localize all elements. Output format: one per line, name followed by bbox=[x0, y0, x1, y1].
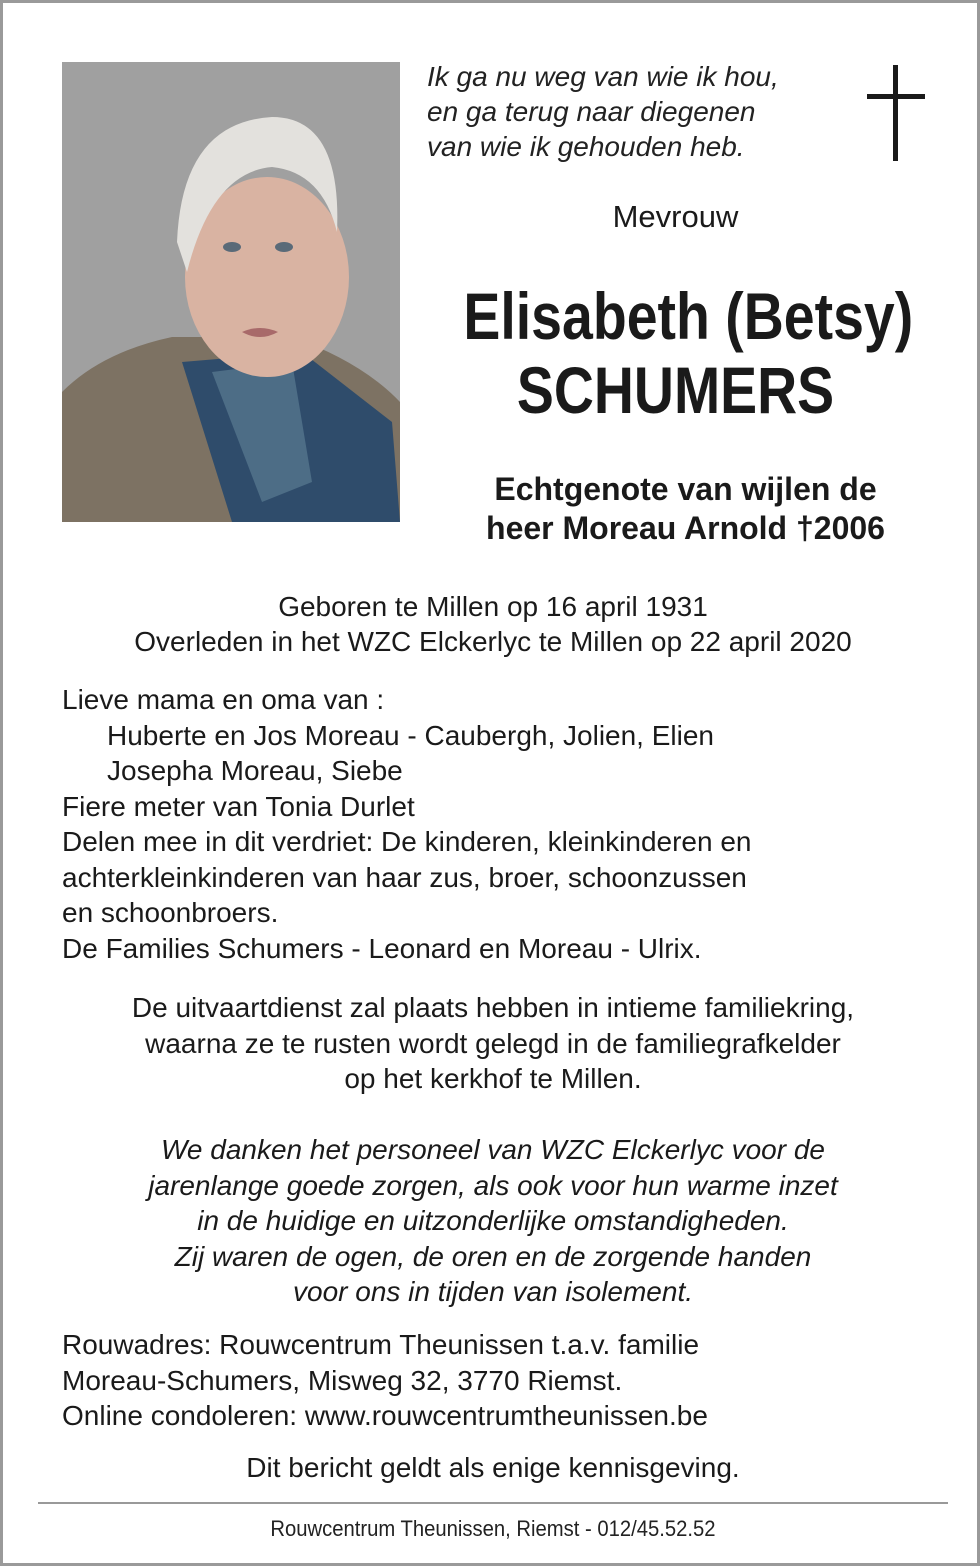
family-line: Josepha Moreau, Siebe bbox=[107, 755, 403, 786]
family-line: Delen mee in dit verdriet: De kinderen, kleinkinderen en bbox=[62, 826, 752, 857]
quote bbox=[427, 59, 779, 164]
deceased-name bbox=[463, 279, 914, 427]
family-line: Lieve mama en oma van : bbox=[62, 684, 385, 715]
family-line: De Families Schumers - Leonard en Moreau - Ulrix. bbox=[62, 932, 702, 964]
family-line: Fiere meter van Tonia Durlet bbox=[62, 790, 415, 822]
thanks-line: in de huidige en uitzonderlijke omstandigheden. bbox=[197, 1205, 789, 1236]
quote-line: en ga terug naar diegenen bbox=[427, 96, 756, 127]
birth-line: Geboren te Millen op 16 april 1931 bbox=[278, 591, 708, 622]
family-list bbox=[62, 682, 752, 966]
thanks-line: We danken het personeel van WZC Elckerlyc voor de bbox=[160, 1134, 825, 1165]
service-line: De uitvaartdienst zal plaats hebben in intieme familiekring, bbox=[131, 992, 855, 1023]
dates bbox=[3, 589, 980, 659]
portrait-photo bbox=[62, 62, 400, 522]
condolence-link[interactable]: Online condoleren: www.rouwcentrumtheunissen.be bbox=[62, 1400, 708, 1431]
spouse-info bbox=[423, 470, 948, 548]
death-line: Overleden in het WZC Elckerlyc te Millen op 22 april 2020 bbox=[134, 626, 852, 657]
address-line: Moreau-Schumers, Misweg 32, 3770 Riemst. bbox=[62, 1364, 623, 1396]
family-line: achterkleinkinderen van haar zus, broer, schoonzussen bbox=[62, 861, 747, 893]
notice: Dit bericht geldt als enige kennisgeving. bbox=[246, 1452, 740, 1483]
footer: Rouwcentrum Theunissen, Riemst - 012/45.52.52 bbox=[270, 1516, 716, 1541]
service-line: op het kerkhof te Millen. bbox=[344, 1063, 642, 1094]
funeral-service bbox=[3, 990, 980, 1097]
divider bbox=[38, 1502, 948, 1504]
family-line: en schoonbroers. bbox=[62, 897, 279, 928]
honorific: Mevrouw bbox=[612, 199, 739, 234]
service-line: waarna ze te rusten wordt gelegd in de familiegrafkelder bbox=[145, 1027, 841, 1059]
last-name: SCHUMERS bbox=[516, 353, 835, 427]
thanks-line: voor ons in tijden van isolement. bbox=[293, 1276, 693, 1307]
mourning-address bbox=[62, 1327, 708, 1434]
cross-icon bbox=[867, 65, 925, 161]
address-line: Rouwadres: Rouwcentrum Theunissen t.a.v. familie bbox=[62, 1329, 700, 1360]
spouse-line: Echtgenote van wijlen de bbox=[494, 471, 877, 507]
family-line: Huberte en Jos Moreau - Caubergh, Jolien, Elien bbox=[107, 719, 715, 751]
thanks-message bbox=[3, 1132, 980, 1310]
quote-line: van wie ik gehouden heb. bbox=[427, 131, 745, 162]
quote-line: Ik ga nu weg van wie ik hou, bbox=[427, 61, 779, 92]
thanks-line: Zij waren de ogen, de oren en de zorgende handen bbox=[174, 1240, 812, 1272]
thanks-line: jarenlange goede zorgen, als ook voor hun warme inzet bbox=[148, 1169, 838, 1201]
spouse-line: heer Moreau Arnold †2006 bbox=[486, 510, 885, 546]
first-name: Elisabeth (Betsy) bbox=[463, 279, 914, 353]
